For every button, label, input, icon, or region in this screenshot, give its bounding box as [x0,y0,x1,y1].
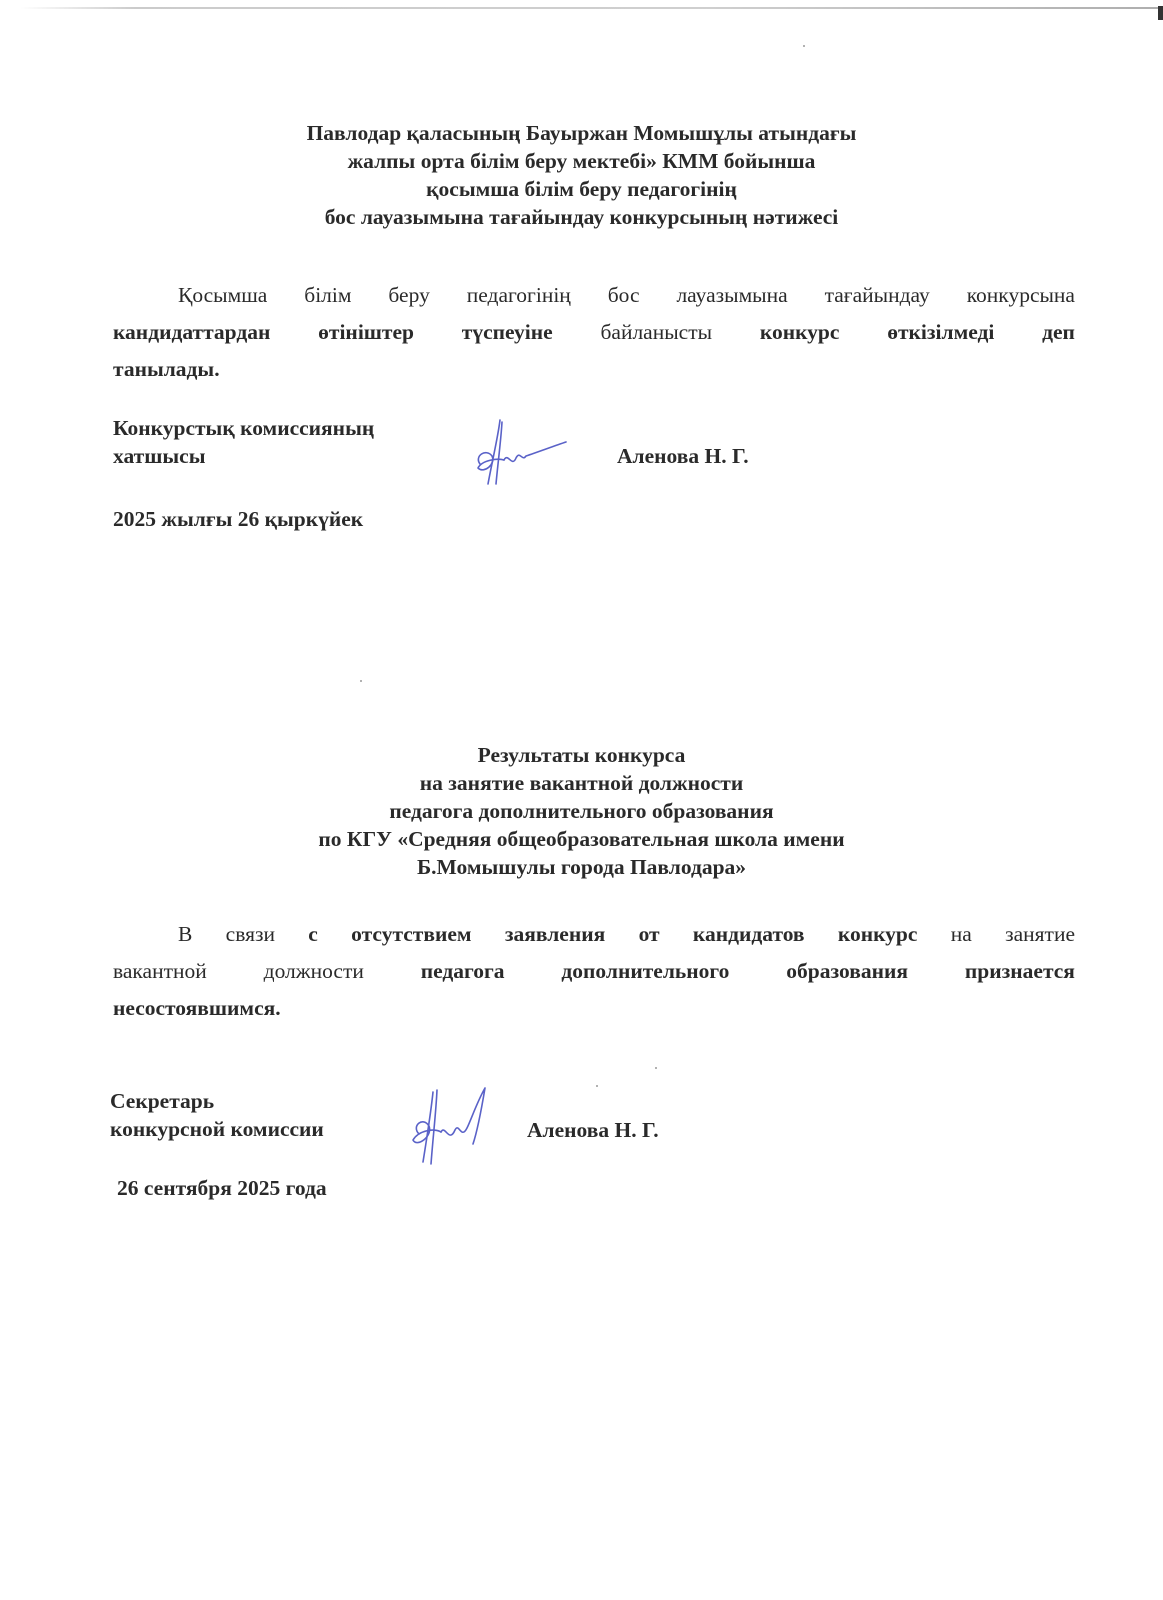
scan-speck [803,45,805,47]
word: на [950,922,972,946]
word: отсутствием [351,922,472,946]
kazakh-paragraph-line [113,314,1075,351]
word: Қосымша [178,283,268,307]
kazakh-title-line: Павлодар қаласының Бауыржан Момышұлы атындағы [306,121,857,145]
word: байланысты [600,320,713,344]
word: деп [1042,320,1075,344]
scan-edge-line [20,7,1163,9]
scan-corner-mark [1158,6,1163,20]
word: связи [225,922,275,946]
kazakh-paragraph-line [113,277,1075,314]
word: өткізілмеді [887,320,995,344]
word: конкурс [837,922,918,946]
word: от [638,922,660,946]
russian-paragraph [113,916,1075,1027]
kazakh-date: 2025 жылғы 26 қыркүйек [113,507,364,531]
word: тағайындау [824,283,930,307]
signatory-role-line: хатшысы [113,444,206,468]
word: несостоявшимся. [113,996,281,1020]
kazakh-signatory-name: Аленова Н. Г. [617,444,749,468]
word: В [178,922,193,946]
scan-speck [655,1067,657,1069]
word: образования [786,959,908,983]
kazakh-signatory-role [113,414,374,470]
russian-signature-image [405,1082,505,1172]
word: заявления [504,922,606,946]
russian-title-line: Б.Момышулы города Павлодара» [416,855,747,879]
russian-title [0,741,1163,881]
russian-signatory-name: Аленова Н. Г. [527,1118,659,1142]
word: вакантной [113,959,207,983]
word: танылады. [113,357,220,381]
kazakh-title-line: бос лауазымына тағайындау конкурсының нәтижесі [324,205,839,229]
word: педагогінің [466,283,571,307]
scan-speck [596,1085,598,1087]
russian-title-line: по КГУ «Средняя общеобразовательная школа имени [318,827,845,851]
word: педагога [420,959,505,983]
signatory-role-line: Конкурстық комиссияның [113,416,375,440]
word: конкурсына [966,283,1075,307]
word: бос [607,283,640,307]
kazakh-title-line: қосымша білім беру педагогінің [426,177,737,201]
kazakh-signature-image [468,412,578,492]
russian-paragraph-line [113,953,1075,990]
signatory-role-line: конкурсной комиссии [110,1117,324,1141]
word: признается [964,959,1075,983]
word: өтініштер [318,320,414,344]
word: конкурс [759,320,840,344]
kazakh-title [0,119,1163,231]
word: білім [304,283,352,307]
word: кандидатов [692,922,805,946]
russian-date: 26 сентября 2025 года [117,1176,327,1200]
word: занятие [1005,922,1075,946]
scan-speck [360,680,362,682]
russian-title-line: педагога дополнительного образования [389,799,774,823]
russian-title-line: Результаты конкурса [477,743,686,767]
russian-paragraph-line [113,990,1075,1027]
word: кандидаттардан [113,320,271,344]
word: с [308,922,318,946]
word: түспеуіне [461,320,553,344]
word: дополнительного [561,959,730,983]
russian-paragraph-line [113,916,1075,953]
russian-signatory-role [110,1087,324,1143]
signatory-role-line: Секретарь [110,1089,215,1113]
word: лауазымына [676,283,788,307]
kazakh-title-line: жалпы орта білім беру мектебі» КММ бойынша [347,149,816,173]
kazakh-paragraph [113,277,1075,388]
word: должности [263,959,364,983]
word: беру [388,283,430,307]
kazakh-paragraph-line [113,351,1075,388]
russian-title-line: на занятие вакантной должности [419,771,744,795]
